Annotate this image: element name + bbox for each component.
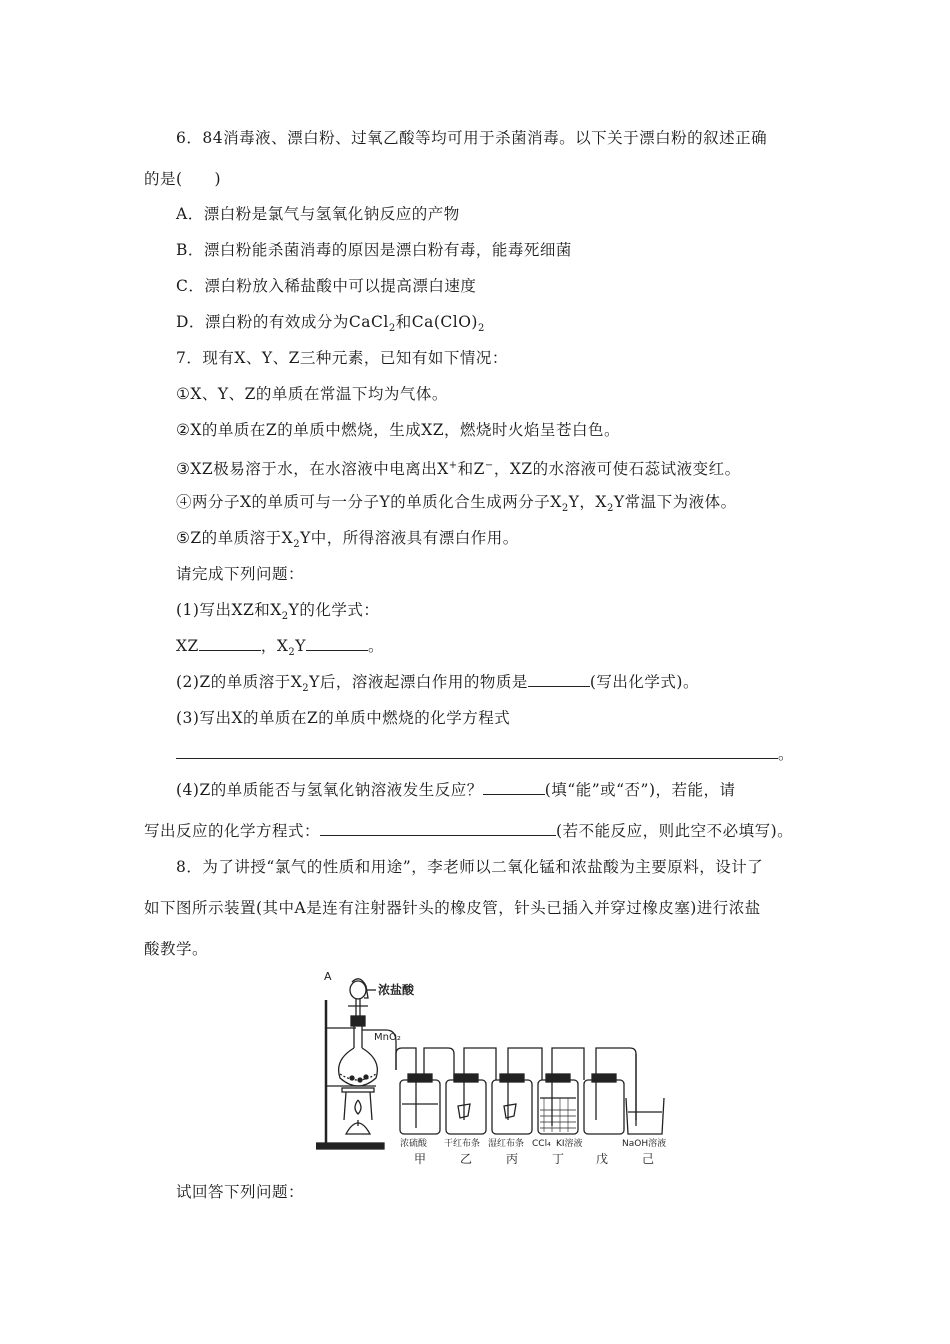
q7-part4-line1: (4)Z的单质能否与氢氧化钠溶液发生反应？ (填“能”或“否”)，若能，请: [176, 781, 736, 799]
q7-part3: (3)写出X的单质在Z的单质中燃烧的化学方程式: [176, 709, 511, 727]
q7-condition-3: ③XZ极易溶于水，在水溶液中电离出X+和Z−，XZ的水溶液可使石蕊试液变红。: [176, 460, 741, 479]
q6-option-a: A．漂白粉是氯气与氢氧化钠反应的产物: [176, 205, 460, 223]
answer-blank-equation[interactable]: [176, 744, 778, 759]
q7-condition-4: ④两分子X的单质可与一分子Y的单质化合生成两分子$X_2Y$，$X_2Y$常温下为液体。: [176, 493, 737, 515]
answer-blank-reaction[interactable]: [320, 821, 556, 836]
name-label-ji: 己: [642, 1152, 655, 1166]
q7-prompt: 请完成下列问题：: [176, 565, 305, 583]
label-mno2: MnO₂: [374, 1032, 401, 1043]
answer-blank-xz[interactable]: [199, 636, 261, 651]
content-label-2: 干红布条: [444, 1139, 481, 1149]
q7-part1: (1)写出XZ和$X_2Y$的化学式：: [176, 601, 380, 623]
q7-part4-line2: 写出反应的化学方程式： (若不能反应，则此空不必填写)。: [144, 822, 794, 840]
label-a: A: [324, 970, 332, 983]
q7-condition-1: ①X、Y、Z的单质在常温下均为气体。: [176, 385, 448, 403]
q7-stem: 7．现有X、Y、Z三种元素，已知有如下情况：: [176, 349, 508, 367]
name-label-ding: 丁: [552, 1152, 565, 1166]
alcohol-lamp: [342, 1088, 374, 1134]
q6-stem-line2: 的是( ): [144, 170, 222, 188]
beaker-ji: [626, 1054, 664, 1134]
q7-part1-answers: XZ ，$X_2Y$ 。: [176, 637, 384, 659]
name-label-wu: 戊: [596, 1152, 609, 1166]
bottle-yi: [446, 1074, 486, 1134]
q8-line3: 酸教学。: [144, 940, 209, 958]
q8-after-diagram: 试回答下列问题：: [176, 1183, 305, 1201]
content-label-3: 湿红布条: [488, 1139, 525, 1149]
q6-stem-line1: 6．84消毒液、漂白粉、过氧乙酸等均可用于杀菌消毒。以下关于漂白粉的叙述正确: [176, 129, 768, 147]
answer-blank-bleach[interactable]: [528, 672, 590, 687]
content-label-6: NaOH溶液: [622, 1139, 667, 1149]
q7-condition-2: ②X的单质在Z的单质中燃烧，生成XZ，燃烧时火焰呈苍白色。: [176, 421, 621, 439]
apparatus-diagram: [316, 970, 676, 1170]
content-label-1: 浓硫酸: [400, 1139, 428, 1149]
round-bottom-flask: [339, 1016, 378, 1086]
q7-part2: (2)Z的单质溶于$X_2Y$后，溶液起漂白作用的物质是 (写出化学式)。: [176, 673, 699, 695]
content-label-4: CCl₄: [532, 1139, 551, 1149]
q7-condition-5: ⑤Z的单质溶于$X_2Y$中，所得溶液具有漂白作用。: [176, 529, 519, 551]
name-label-jia: 甲: [414, 1152, 427, 1166]
q7-part3-answer: 。: [176, 744, 794, 764]
bottle-wu: [584, 1074, 624, 1134]
separatory-funnel: [348, 979, 368, 1016]
q8-line2: 如下图所示装置(其中A是连有注射器针头的橡皮管，针头已插入并穿过橡皮塞)进行浓盐: [144, 899, 761, 917]
name-label-yi: 乙: [460, 1152, 473, 1166]
bottle-jia: [400, 1074, 440, 1134]
content-label-5: KI溶液: [556, 1139, 583, 1149]
q6-option-d: D．漂白粉的有效成分为CaCl$_2$和$Ca(ClO)_2$: [176, 313, 485, 335]
iron-stand: [316, 1000, 384, 1149]
answer-blank-yes-no[interactable]: [483, 780, 545, 795]
bottle-bing: [492, 1074, 532, 1134]
q6-option-b: B．漂白粉能杀菌消毒的原因是漂白粉有毒，能毒死细菌: [176, 241, 572, 259]
name-label-bing: 丙: [506, 1152, 519, 1166]
label-conc-hcl: 浓盐酸: [378, 983, 415, 997]
q8-line1: 8．为了讲授“氯气的性质和用途”，李老师以二氧化锰和浓盐酸为主要原料，设计了: [176, 858, 764, 876]
answer-blank-x2y[interactable]: [306, 636, 368, 651]
q6-option-c: C．漂白粉放入稀盐酸中可以提高漂白速度: [176, 277, 477, 295]
bottle-ding: [538, 1074, 578, 1134]
